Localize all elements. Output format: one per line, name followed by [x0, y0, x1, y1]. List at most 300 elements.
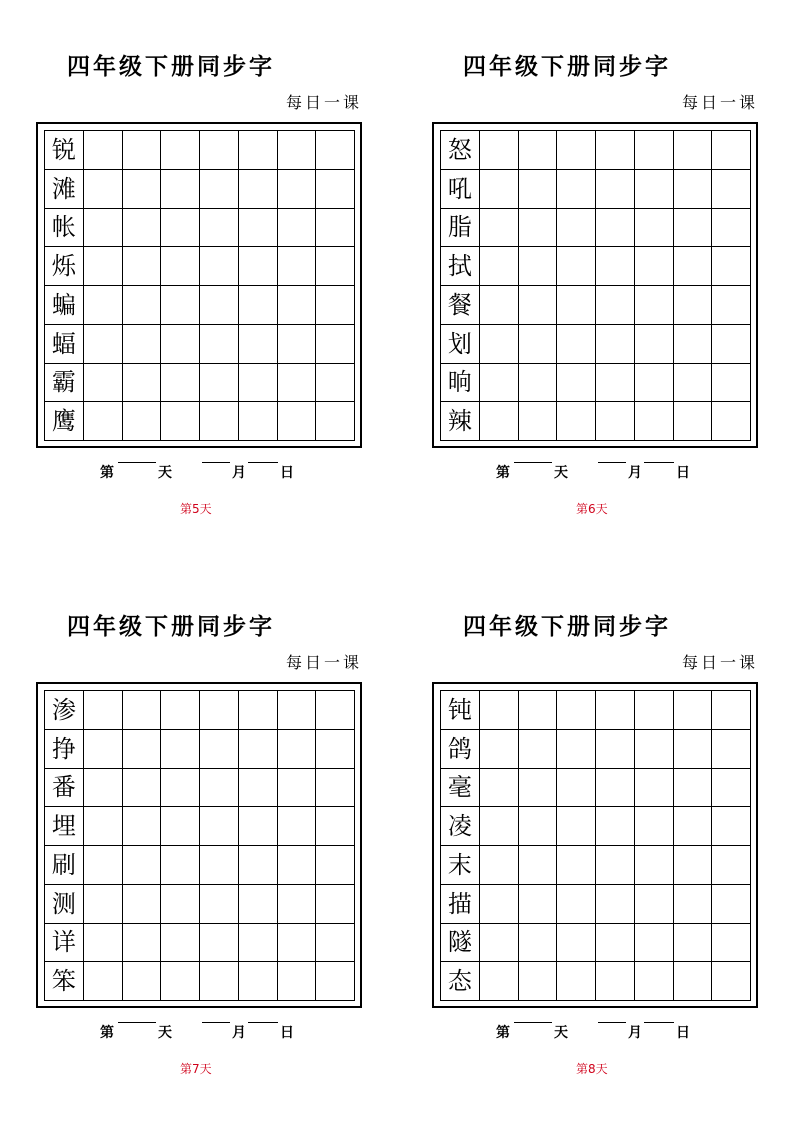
blank-practice-cell	[635, 691, 674, 730]
blank-practice-cell	[596, 962, 635, 1001]
model-character: 划	[441, 325, 480, 364]
blank-practice-cell	[239, 170, 278, 209]
blank-practice-cell	[480, 131, 519, 170]
day-number-label: 第5天	[180, 502, 212, 516]
blank-practice-cell	[596, 807, 635, 846]
writing-grid	[44, 130, 355, 441]
model-character: 晌	[441, 364, 480, 403]
blank-practice-cell	[123, 691, 162, 730]
blank-practice-cell	[712, 924, 751, 963]
blank-practice-cell	[316, 885, 355, 924]
blank-practice-cell	[674, 247, 713, 286]
blank-practice-cell	[635, 730, 674, 769]
model-character: 挣	[45, 730, 84, 769]
model-character: 鸽	[441, 730, 480, 769]
blank-practice-cell	[596, 170, 635, 209]
fill-in-blank-0[interactable]	[118, 1022, 156, 1023]
blank-practice-cell	[596, 209, 635, 248]
blank-practice-cell	[480, 402, 519, 441]
blank-practice-cell	[596, 131, 635, 170]
blank-practice-cell	[84, 924, 123, 963]
blank-practice-cell	[674, 209, 713, 248]
practice-card	[36, 18, 362, 516]
blank-practice-cell	[200, 247, 239, 286]
model-character: 蝠	[45, 325, 84, 364]
date-label-yue: 月	[628, 465, 642, 481]
blank-practice-cell	[123, 131, 162, 170]
blank-practice-cell	[674, 325, 713, 364]
blank-practice-cell	[239, 730, 278, 769]
card-title: 四年级下册同步字	[463, 614, 671, 640]
blank-practice-cell	[161, 209, 200, 248]
blank-practice-cell	[84, 730, 123, 769]
blank-practice-cell	[519, 170, 558, 209]
blank-practice-cell	[316, 209, 355, 248]
model-character: 凌	[441, 807, 480, 846]
blank-practice-cell	[635, 131, 674, 170]
blank-practice-cell	[239, 247, 278, 286]
fill-in-blank-0[interactable]	[514, 1022, 552, 1023]
blank-practice-cell	[557, 691, 596, 730]
date-label-yue: 月	[232, 465, 246, 481]
blank-practice-cell	[161, 402, 200, 441]
blank-practice-cell	[674, 924, 713, 963]
blank-practice-cell	[278, 131, 317, 170]
blank-practice-cell	[239, 286, 278, 325]
model-character: 餐	[441, 286, 480, 325]
blank-practice-cell	[200, 325, 239, 364]
blank-practice-cell	[316, 170, 355, 209]
blank-practice-cell	[316, 807, 355, 846]
model-character: 脂	[441, 209, 480, 248]
blank-practice-cell	[123, 730, 162, 769]
model-character: 渗	[45, 691, 84, 730]
blank-practice-cell	[123, 209, 162, 248]
blank-practice-cell	[480, 924, 519, 963]
blank-practice-cell	[84, 691, 123, 730]
blank-practice-cell	[200, 209, 239, 248]
blank-practice-cell	[278, 247, 317, 286]
blank-practice-cell	[84, 209, 123, 248]
blank-practice-cell	[557, 325, 596, 364]
blank-practice-cell	[278, 730, 317, 769]
model-character: 末	[441, 846, 480, 885]
fill-in-blank-1[interactable]	[202, 1022, 230, 1023]
blank-practice-cell	[200, 364, 239, 403]
blank-practice-cell	[278, 962, 317, 1001]
blank-practice-cell	[712, 286, 751, 325]
blank-practice-cell	[84, 286, 123, 325]
model-character: 蝙	[45, 286, 84, 325]
blank-practice-cell	[84, 131, 123, 170]
blank-practice-cell	[480, 325, 519, 364]
model-character: 霸	[45, 364, 84, 403]
model-character: 怒	[441, 131, 480, 170]
blank-practice-cell	[278, 885, 317, 924]
blank-practice-cell	[316, 247, 355, 286]
blank-practice-cell	[239, 325, 278, 364]
blank-practice-cell	[635, 807, 674, 846]
blank-practice-cell	[123, 885, 162, 924]
blank-practice-cell	[519, 131, 558, 170]
model-character: 测	[45, 885, 84, 924]
blank-practice-cell	[316, 286, 355, 325]
model-character: 详	[45, 924, 84, 963]
blank-practice-cell	[557, 962, 596, 1001]
blank-practice-cell	[161, 807, 200, 846]
blank-practice-cell	[200, 131, 239, 170]
blank-practice-cell	[84, 807, 123, 846]
blank-practice-cell	[712, 846, 751, 885]
blank-practice-cell	[712, 769, 751, 808]
date-label-di: 第	[100, 465, 114, 481]
blank-practice-cell	[239, 962, 278, 1001]
date-label-ri: 日	[676, 1025, 690, 1041]
blank-practice-cell	[123, 962, 162, 1001]
blank-practice-cell	[480, 170, 519, 209]
blank-practice-cell	[123, 364, 162, 403]
blank-practice-cell	[557, 247, 596, 286]
blank-practice-cell	[557, 769, 596, 808]
blank-practice-cell	[161, 924, 200, 963]
blank-practice-cell	[123, 846, 162, 885]
fill-in-blank-0[interactable]	[118, 462, 156, 463]
card-subtitle: 每日一课	[285, 93, 362, 112]
blank-practice-cell	[123, 170, 162, 209]
blank-practice-cell	[674, 364, 713, 403]
blank-practice-cell	[200, 846, 239, 885]
blank-practice-cell	[239, 691, 278, 730]
blank-practice-cell	[239, 924, 278, 963]
blank-practice-cell	[557, 885, 596, 924]
blank-practice-cell	[519, 691, 558, 730]
model-character: 吼	[441, 170, 480, 209]
blank-practice-cell	[596, 885, 635, 924]
blank-practice-cell	[519, 402, 558, 441]
model-character: 滩	[45, 170, 84, 209]
blank-practice-cell	[480, 962, 519, 1001]
blank-practice-cell	[635, 924, 674, 963]
model-character: 描	[441, 885, 480, 924]
blank-practice-cell	[480, 807, 519, 846]
fill-in-blank-1[interactable]	[598, 462, 626, 463]
fill-in-blank-2[interactable]	[644, 1022, 674, 1023]
blank-practice-cell	[480, 769, 519, 808]
card-title: 四年级下册同步字	[463, 54, 671, 80]
blank-practice-cell	[278, 209, 317, 248]
date-label-di: 第	[496, 465, 510, 481]
blank-practice-cell	[239, 364, 278, 403]
writing-grid-frame	[36, 122, 362, 448]
fill-in-blank-2[interactable]	[644, 462, 674, 463]
writing-grid	[44, 690, 355, 1001]
blank-practice-cell	[161, 962, 200, 1001]
blank-practice-cell	[635, 325, 674, 364]
blank-practice-cell	[519, 247, 558, 286]
date-label-ri: 日	[676, 465, 690, 481]
blank-practice-cell	[84, 769, 123, 808]
blank-practice-cell	[278, 846, 317, 885]
blank-practice-cell	[161, 286, 200, 325]
blank-practice-cell	[161, 364, 200, 403]
blank-practice-cell	[316, 402, 355, 441]
blank-practice-cell	[596, 286, 635, 325]
blank-practice-cell	[316, 962, 355, 1001]
blank-practice-cell	[200, 807, 239, 846]
date-line	[432, 1022, 758, 1044]
date-line	[36, 462, 362, 484]
blank-practice-cell	[316, 846, 355, 885]
date-label-di: 第	[496, 1025, 510, 1041]
blank-practice-cell	[712, 170, 751, 209]
date-label-yue: 月	[628, 1025, 642, 1041]
fill-in-blank-2[interactable]	[248, 462, 278, 463]
blank-practice-cell	[674, 962, 713, 1001]
day-number-label: 第7天	[180, 1062, 212, 1076]
blank-practice-cell	[480, 846, 519, 885]
date-label-ri: 日	[280, 1025, 294, 1041]
blank-practice-cell	[596, 924, 635, 963]
blank-practice-cell	[200, 691, 239, 730]
date-label-ri: 日	[280, 465, 294, 481]
blank-practice-cell	[712, 209, 751, 248]
blank-practice-cell	[596, 402, 635, 441]
blank-practice-cell	[712, 691, 751, 730]
blank-practice-cell	[635, 885, 674, 924]
blank-practice-cell	[161, 846, 200, 885]
card-title: 四年级下册同步字	[67, 54, 275, 80]
date-label-tian: 天	[158, 1025, 172, 1041]
blank-practice-cell	[200, 924, 239, 963]
blank-practice-cell	[84, 846, 123, 885]
blank-practice-cell	[84, 170, 123, 209]
blank-practice-cell	[519, 286, 558, 325]
blank-practice-cell	[557, 131, 596, 170]
blank-practice-cell	[200, 170, 239, 209]
model-character: 鹰	[45, 402, 84, 441]
blank-practice-cell	[674, 170, 713, 209]
blank-practice-cell	[123, 286, 162, 325]
date-label-tian: 天	[554, 1025, 568, 1041]
blank-practice-cell	[161, 769, 200, 808]
blank-practice-cell	[316, 730, 355, 769]
blank-practice-cell	[84, 962, 123, 1001]
blank-practice-cell	[239, 846, 278, 885]
blank-practice-cell	[84, 247, 123, 286]
writing-grid	[440, 130, 751, 441]
date-label-tian: 天	[158, 465, 172, 481]
blank-practice-cell	[316, 325, 355, 364]
blank-practice-cell	[239, 769, 278, 808]
blank-practice-cell	[596, 769, 635, 808]
blank-practice-cell	[278, 402, 317, 441]
blank-practice-cell	[161, 131, 200, 170]
blank-practice-cell	[200, 286, 239, 325]
model-character: 烁	[45, 247, 84, 286]
blank-practice-cell	[674, 691, 713, 730]
blank-practice-cell	[480, 730, 519, 769]
blank-practice-cell	[712, 364, 751, 403]
blank-practice-cell	[200, 402, 239, 441]
blank-practice-cell	[635, 962, 674, 1001]
blank-practice-cell	[278, 691, 317, 730]
practice-card	[432, 18, 758, 516]
model-character: 笨	[45, 962, 84, 1001]
fill-in-blank-2[interactable]	[248, 1022, 278, 1023]
blank-practice-cell	[123, 807, 162, 846]
blank-practice-cell	[712, 730, 751, 769]
blank-practice-cell	[557, 924, 596, 963]
date-label-tian: 天	[554, 465, 568, 481]
blank-practice-cell	[123, 769, 162, 808]
blank-practice-cell	[635, 170, 674, 209]
blank-practice-cell	[161, 885, 200, 924]
date-label-di: 第	[100, 1025, 114, 1041]
blank-practice-cell	[84, 402, 123, 441]
blank-practice-cell	[239, 209, 278, 248]
model-character: 锐	[45, 131, 84, 170]
blank-practice-cell	[635, 769, 674, 808]
blank-practice-cell	[161, 691, 200, 730]
blank-practice-cell	[200, 769, 239, 808]
blank-practice-cell	[316, 691, 355, 730]
blank-practice-cell	[84, 364, 123, 403]
blank-practice-cell	[480, 364, 519, 403]
blank-practice-cell	[200, 730, 239, 769]
practice-card	[36, 578, 362, 1076]
blank-practice-cell	[316, 769, 355, 808]
blank-practice-cell	[557, 846, 596, 885]
blank-practice-cell	[557, 807, 596, 846]
blank-practice-cell	[519, 730, 558, 769]
writing-grid-frame	[432, 122, 758, 448]
blank-practice-cell	[635, 364, 674, 403]
blank-practice-cell	[123, 325, 162, 364]
blank-practice-cell	[200, 962, 239, 1001]
blank-practice-cell	[480, 247, 519, 286]
blank-practice-cell	[123, 924, 162, 963]
blank-practice-cell	[480, 209, 519, 248]
card-subtitle: 每日一课	[681, 93, 758, 112]
blank-practice-cell	[278, 286, 317, 325]
blank-practice-cell	[519, 209, 558, 248]
blank-practice-cell	[557, 730, 596, 769]
blank-practice-cell	[674, 846, 713, 885]
blank-practice-cell	[596, 247, 635, 286]
day-number-label: 第8天	[576, 1062, 608, 1076]
model-character: 番	[45, 769, 84, 808]
model-character: 帐	[45, 209, 84, 248]
blank-practice-cell	[161, 247, 200, 286]
blank-practice-cell	[480, 691, 519, 730]
blank-practice-cell	[519, 807, 558, 846]
blank-practice-cell	[519, 885, 558, 924]
blank-practice-cell	[635, 402, 674, 441]
blank-practice-cell	[712, 962, 751, 1001]
card-title: 四年级下册同步字	[67, 614, 275, 640]
blank-practice-cell	[161, 170, 200, 209]
blank-practice-cell	[480, 885, 519, 924]
blank-practice-cell	[596, 730, 635, 769]
blank-practice-cell	[123, 247, 162, 286]
blank-practice-cell	[123, 402, 162, 441]
date-line	[432, 462, 758, 484]
model-character: 埋	[45, 807, 84, 846]
blank-practice-cell	[239, 885, 278, 924]
blank-practice-cell	[596, 325, 635, 364]
blank-practice-cell	[635, 209, 674, 248]
date-label-yue: 月	[232, 1025, 246, 1041]
blank-practice-cell	[278, 807, 317, 846]
blank-practice-cell	[200, 885, 239, 924]
blank-practice-cell	[239, 402, 278, 441]
blank-practice-cell	[557, 286, 596, 325]
blank-practice-cell	[712, 325, 751, 364]
blank-practice-cell	[519, 924, 558, 963]
blank-practice-cell	[557, 402, 596, 441]
blank-practice-cell	[278, 325, 317, 364]
blank-practice-cell	[278, 170, 317, 209]
day-number-label: 第6天	[576, 502, 608, 516]
blank-practice-cell	[519, 962, 558, 1001]
blank-practice-cell	[712, 131, 751, 170]
blank-practice-cell	[674, 131, 713, 170]
fill-in-blank-0[interactable]	[514, 462, 552, 463]
blank-practice-cell	[239, 131, 278, 170]
blank-practice-cell	[316, 131, 355, 170]
model-character: 态	[441, 962, 480, 1001]
blank-practice-cell	[278, 924, 317, 963]
blank-practice-cell	[557, 170, 596, 209]
writing-grid-frame	[432, 682, 758, 1008]
blank-practice-cell	[557, 209, 596, 248]
blank-practice-cell	[316, 924, 355, 963]
blank-practice-cell	[557, 364, 596, 403]
blank-practice-cell	[161, 325, 200, 364]
blank-practice-cell	[674, 402, 713, 441]
model-character: 辣	[441, 402, 480, 441]
writing-grid-frame	[36, 682, 362, 1008]
blank-practice-cell	[674, 286, 713, 325]
blank-practice-cell	[596, 846, 635, 885]
model-character: 毫	[441, 769, 480, 808]
blank-practice-cell	[712, 885, 751, 924]
blank-practice-cell	[161, 730, 200, 769]
date-line	[36, 1022, 362, 1044]
fill-in-blank-1[interactable]	[202, 462, 230, 463]
blank-practice-cell	[84, 325, 123, 364]
blank-practice-cell	[635, 286, 674, 325]
card-subtitle: 每日一课	[285, 653, 362, 672]
model-character: 钝	[441, 691, 480, 730]
fill-in-blank-1[interactable]	[598, 1022, 626, 1023]
model-character: 刷	[45, 846, 84, 885]
blank-practice-cell	[480, 286, 519, 325]
blank-practice-cell	[278, 769, 317, 808]
blank-practice-cell	[596, 364, 635, 403]
blank-practice-cell	[596, 691, 635, 730]
blank-practice-cell	[519, 325, 558, 364]
blank-practice-cell	[316, 364, 355, 403]
blank-practice-cell	[712, 402, 751, 441]
blank-practice-cell	[519, 769, 558, 808]
blank-practice-cell	[278, 364, 317, 403]
blank-practice-cell	[519, 846, 558, 885]
blank-practice-cell	[635, 846, 674, 885]
blank-practice-cell	[674, 885, 713, 924]
card-subtitle: 每日一课	[681, 653, 758, 672]
writing-grid	[440, 690, 751, 1001]
